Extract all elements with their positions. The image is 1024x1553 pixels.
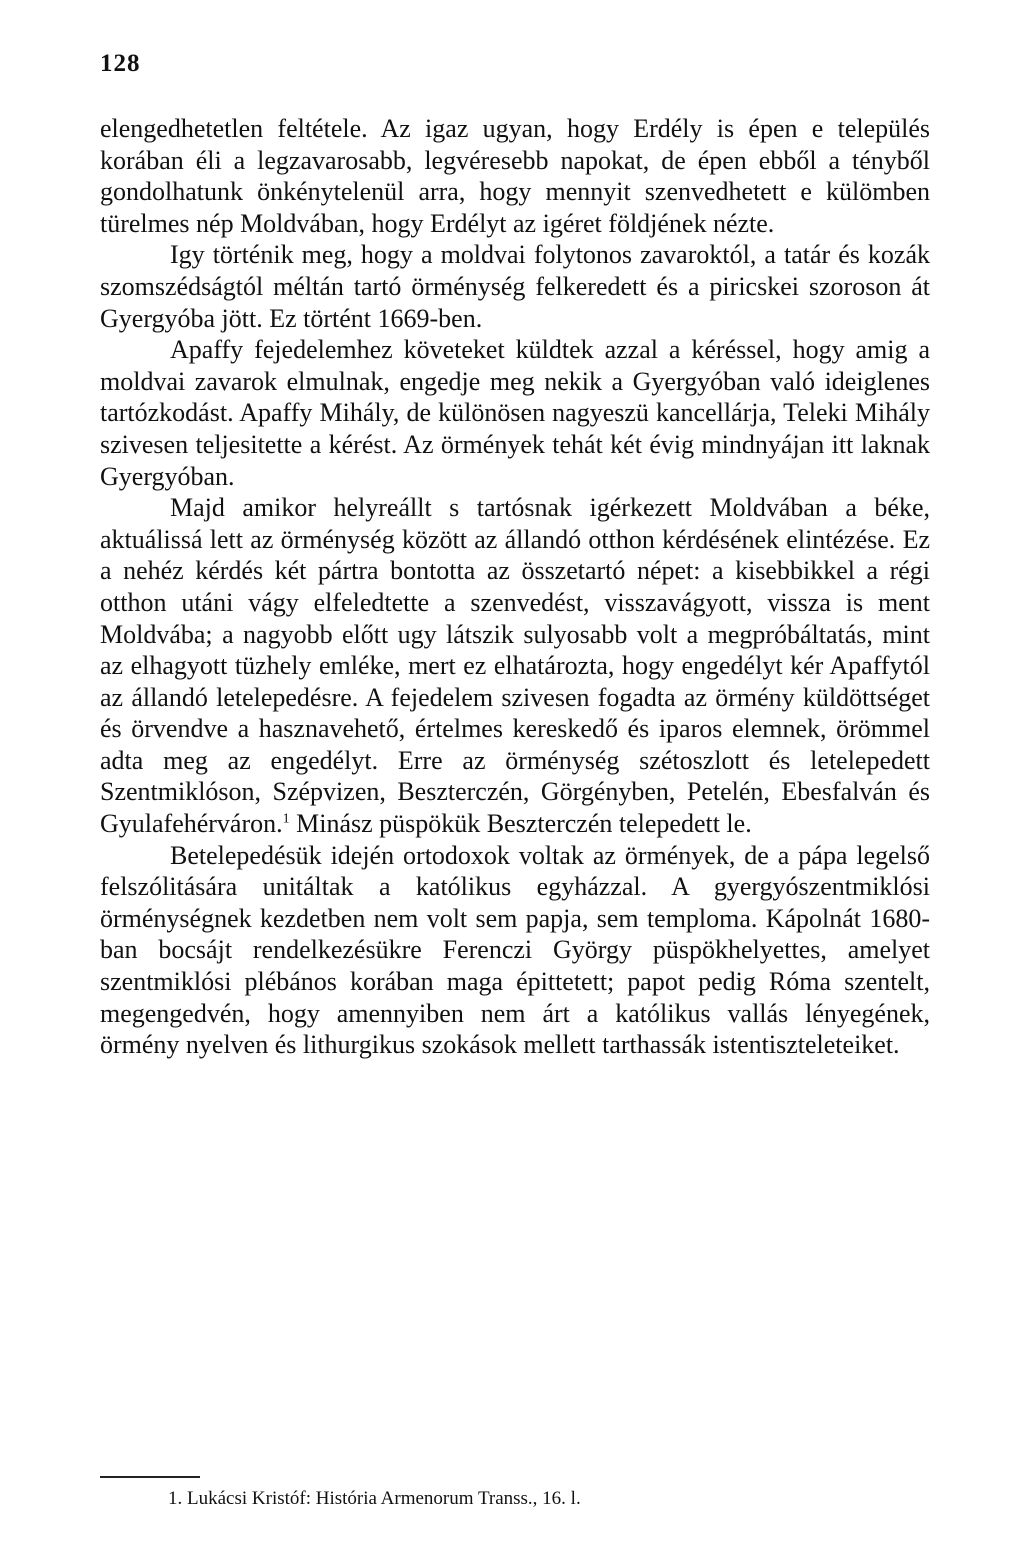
paragraph-4-text: Majd amikor helyreállt s tartósnak igérkezett Moldvában a béke, aktuálissá lett az örménység között az állandó otthon kérdésének elintézése. Ez a nehéz kérdés két pártra bontotta az összetartó népet: a kisebbikkel a régi otthon utáni vágy elfeledtette a szenvedést, visszavágyott, vissza is ment Moldvába; a nagyobb előtt ugy látszik sulyosabb volt a megpróbáltatás, mint az elhagyott tüzhely emléke, mert ez elhatározta, hogy engedélyt kér Apaffytól az állandó letelepedésre. A fejedelem szivesen fogadta az örmény küldöttséget és örvendve a hasznavehető, értelmes kereskedő és iparos elemnek, örömmel adta meg az engedélyt. Erre az örménység szétoszlott és letelepedett Szentmiklóson, Szépvizen, Beszterczén, Görgényben, Petelén, Ebesfalván és Gyulafehérváron. bbox=[100, 493, 930, 839]
paragraph-2 bbox=[100, 239, 930, 334]
body-text bbox=[100, 113, 930, 1061]
paragraph-4 bbox=[100, 492, 930, 840]
paragraph-3-text: Apaffy fejedelemhez követeket küldtek azzal a kéréssel, hogy amig a moldvai zavarok elmulnak, engedje meg nekik a Gyergyóban való ideiglenes tartózkodást. Apaffy Mihály, de különösen nagyeszü kancellárja, Teleki Mihály szivesen teljesitette a kérést. Az örmények tehát két évig mindnyájan itt laknak Gyergyóban. bbox=[100, 335, 930, 491]
footnote-separator bbox=[100, 1476, 200, 1478]
paragraph-5-text: Betelepedésük idején ortodoxok voltak az örmények, de a pápa legelső felszólitására unitáltak a katólikus egyházzal. A gyergyószentmiklósi örménységnek kezdetben nem volt sem papja, sem temploma. Kápolnát 1680-ban bocsájt rendelkezésükre Ferenczi György püspökhelyettes, amelyet szentmiklósi plébános korában maga épittetett; papot pedig Róma szentelt, megengedvén, hogy amennyiben nem árt a katólikus vallás lényegének, örmény nyelven és lithurgikus szokások mellett tarthassák istentiszteleteiket. bbox=[100, 840, 930, 1060]
paragraph-2-text: Igy történik meg, hogy a moldvai folytonos zavaroktól, a tatár és kozák szomszédságtól méltán tartó örménység felkeredett és a piricskei szoroson át Gyergyóba jött. Ez történt 1669-ben. bbox=[100, 240, 930, 333]
paragraph-1-text: elengedhetetlen feltétele. Az igaz ugyan, hogy Erdély is épen e település korában éli a legzavarosabb, legvéresebb napokat, de épen ebből a tényből gondolhatunk önkénytelenül arra, hogy mennyit szenvedhetett e külömben türelmes nép Moldvában, hogy Erdélyt az igéret földjének nézte. bbox=[100, 114, 930, 238]
page-number: 128 bbox=[100, 50, 141, 77]
footnote-reference: 1 bbox=[282, 811, 290, 827]
paragraph-4-tail: Minász püspökük Beszterczén telepedett le. bbox=[289, 809, 752, 839]
paragraph-5 bbox=[100, 840, 930, 1061]
paragraph-3 bbox=[100, 334, 930, 492]
footnote: 1. Lukácsi Kristóf: História Armenorum Transs., 16. l. bbox=[168, 1488, 581, 1509]
paragraph-1 bbox=[100, 113, 930, 239]
